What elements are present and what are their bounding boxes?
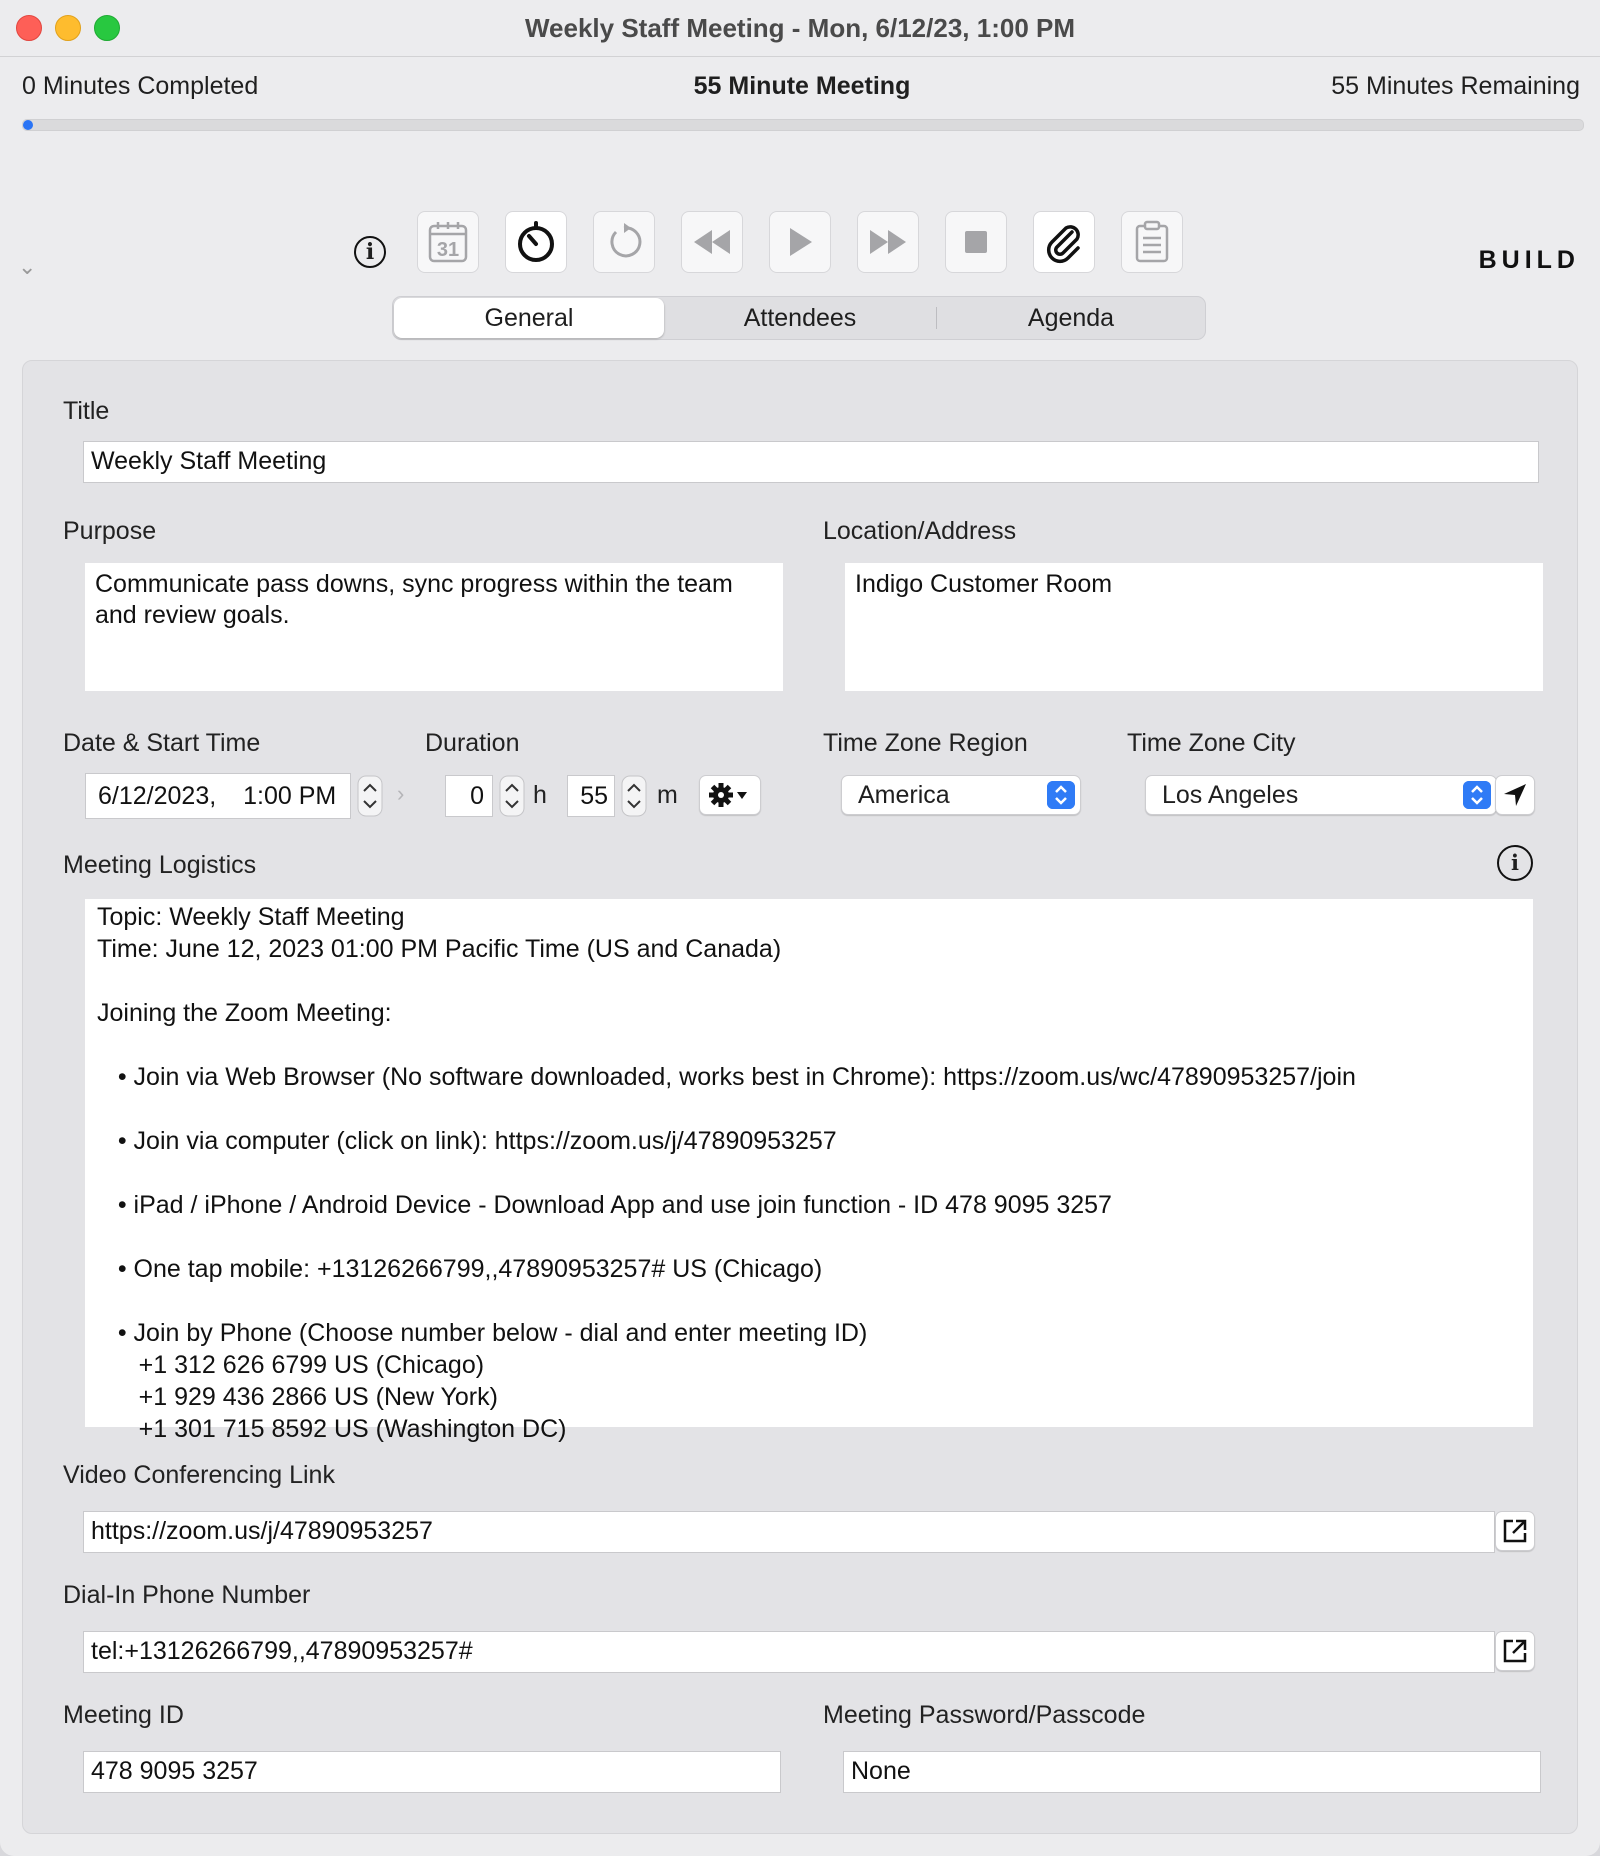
- meeting-progress-bar: [22, 119, 1584, 131]
- duration-label: Duration: [425, 729, 520, 757]
- hours-unit: h: [533, 781, 547, 809]
- logistics-line: • Join via computer (click on link): https://zoom.us/j/47890953257: [97, 1127, 837, 1155]
- timer-button[interactable]: [505, 211, 567, 273]
- video-link-field[interactable]: https://zoom.us/j/47890953257: [83, 1511, 1495, 1553]
- progress-fill: [23, 120, 33, 130]
- date-value: 6/12/2023,: [98, 782, 217, 810]
- tz-region-value: America: [858, 781, 950, 809]
- time-value: 1:00 PM: [243, 782, 337, 810]
- dialin-label: Dial-In Phone Number: [63, 1581, 311, 1609]
- play-button[interactable]: [769, 211, 831, 273]
- attachments-button[interactable]: [1033, 211, 1095, 273]
- svg-text:31: 31: [436, 239, 460, 261]
- open-video-link-button[interactable]: [1495, 1511, 1535, 1551]
- logistics-line: Topic: Weekly Staff Meeting: [97, 903, 405, 931]
- minutes-stepper[interactable]: [621, 775, 647, 817]
- tab-general[interactable]: General: [394, 298, 664, 338]
- logistics-line: +1 301 715 8592 US (Washington DC): [97, 1415, 567, 1443]
- date-time-field[interactable]: [85, 773, 351, 819]
- title-label: Title: [63, 397, 110, 425]
- tz-region-select[interactable]: [841, 775, 1081, 815]
- logistics-info-icon[interactable]: i: [1497, 845, 1533, 881]
- reset-icon: [604, 222, 644, 262]
- window-title: Weekly Staff Meeting - Mon, 6/12/23, 1:00 PM: [524, 13, 1075, 43]
- popup-arrows-icon: [1463, 781, 1491, 809]
- tz-city-label: Time Zone City: [1127, 729, 1296, 757]
- rewind-icon: [690, 227, 734, 257]
- external-link-icon: [1501, 1517, 1529, 1545]
- general-panel: [22, 360, 1578, 1834]
- minutes-remaining-label: 55 Minutes Remaining: [1331, 72, 1580, 100]
- title-field[interactable]: Weekly Staff Meeting: [83, 441, 1539, 483]
- external-link-icon: [1501, 1637, 1529, 1665]
- tz-region-label: Time Zone Region: [823, 729, 1028, 757]
- timer-icon: [514, 220, 558, 264]
- logistics-line: • Join via Web Browser (No software downloaded, works best in Chrome): https://zoom.us/wc/47890953257/join: [97, 1063, 1356, 1091]
- location-label: Location/Address: [823, 517, 1017, 545]
- purpose-field[interactable]: Communicate pass downs, sync progress within the team and review goals.: [85, 563, 783, 691]
- meeting-length-label: 55 Minute Meeting: [693, 72, 911, 100]
- reset-button[interactable]: [593, 211, 655, 273]
- minutes-unit: m: [657, 781, 678, 809]
- duration-options-button[interactable]: [699, 775, 761, 815]
- chevron-down-icon[interactable]: ⌄: [18, 254, 37, 279]
- stop-button[interactable]: [945, 211, 1007, 273]
- meeting-id-label: Meeting ID: [63, 1701, 184, 1729]
- video-link-label: Video Conferencing Link: [63, 1461, 335, 1489]
- rewind-button[interactable]: [681, 211, 743, 273]
- calendar-icon: [427, 220, 469, 264]
- logistics-line: • iPad / iPhone / Android Device - Download App and use join function - ID 478 9095 3257: [97, 1191, 1112, 1219]
- play-icon: [784, 225, 816, 259]
- tab-bar: [392, 296, 1206, 340]
- build-mode-label: BUILD: [1478, 246, 1580, 274]
- location-arrow-icon: [1502, 782, 1528, 808]
- date-start-label: Date & Start Time: [63, 729, 261, 757]
- logistics-line: • One tap mobile: +13126266799,,47890953257# US (Chicago): [97, 1255, 823, 1283]
- tab-agenda[interactable]: Agenda: [1027, 304, 1115, 332]
- logistics-line: Time: June 12, 2023 01:00 PM Pacific Time (US and Canada): [97, 935, 782, 963]
- info-icon[interactable]: i: [354, 236, 386, 268]
- meeting-id-field[interactable]: 478 9095 3257: [83, 1751, 781, 1793]
- notes-button[interactable]: [1121, 211, 1183, 273]
- logistics-line: +1 929 436 2866 US (New York): [97, 1383, 498, 1411]
- password-field[interactable]: None: [843, 1751, 1541, 1793]
- duration-hours-field[interactable]: 0: [445, 775, 493, 817]
- logistics-text-area[interactable]: [85, 899, 1533, 1443]
- duration-minutes-field[interactable]: 55: [567, 775, 615, 817]
- stop-icon: [963, 229, 989, 255]
- hours-stepper[interactable]: [499, 775, 525, 817]
- logistics-label: Meeting Logistics: [63, 851, 257, 879]
- logistics-line: • Join by Phone (Choose number below - dial and enter meeting ID): [97, 1319, 868, 1347]
- notes-icon: [1132, 220, 1172, 264]
- logistics-line: [97, 1029, 1521, 1061]
- logistics-line: [97, 1285, 1521, 1317]
- title-bar: [0, 0, 1600, 57]
- logistics-line: Joining the Zoom Meeting:: [97, 999, 392, 1027]
- tz-city-select[interactable]: [1145, 775, 1497, 815]
- current-location-button[interactable]: [1495, 775, 1535, 815]
- logistics-line: [97, 1221, 1521, 1253]
- password-label: Meeting Password/Passcode: [823, 1701, 1146, 1729]
- popup-arrows-icon: [1047, 781, 1075, 809]
- fast-forward-icon: [866, 227, 910, 257]
- purpose-label: Purpose: [63, 517, 157, 545]
- logistics-line: [97, 965, 1521, 997]
- paperclip-icon: [1042, 220, 1086, 264]
- tz-city-value: Los Angeles: [1162, 781, 1299, 809]
- fast-forward-button[interactable]: [857, 211, 919, 273]
- logistics-line: +1 312 626 6799 US (Chicago): [97, 1351, 485, 1379]
- date-stepper[interactable]: [357, 775, 383, 817]
- open-dialin-button[interactable]: [1495, 1631, 1535, 1671]
- location-field[interactable]: Indigo Customer Room: [845, 563, 1543, 691]
- dialin-field[interactable]: tel:+13126266799,,47890953257#: [83, 1631, 1495, 1673]
- tab-attendees[interactable]: Attendees: [743, 304, 857, 332]
- minutes-completed-label: 0 Minutes Completed: [22, 72, 259, 100]
- logistics-line: [97, 1093, 1521, 1125]
- progress-header: [22, 72, 1582, 104]
- gear-icon: [708, 781, 752, 809]
- calendar-button[interactable]: [417, 211, 479, 273]
- logistics-line: [97, 1157, 1521, 1189]
- chevron-right-icon: ›: [397, 781, 405, 806]
